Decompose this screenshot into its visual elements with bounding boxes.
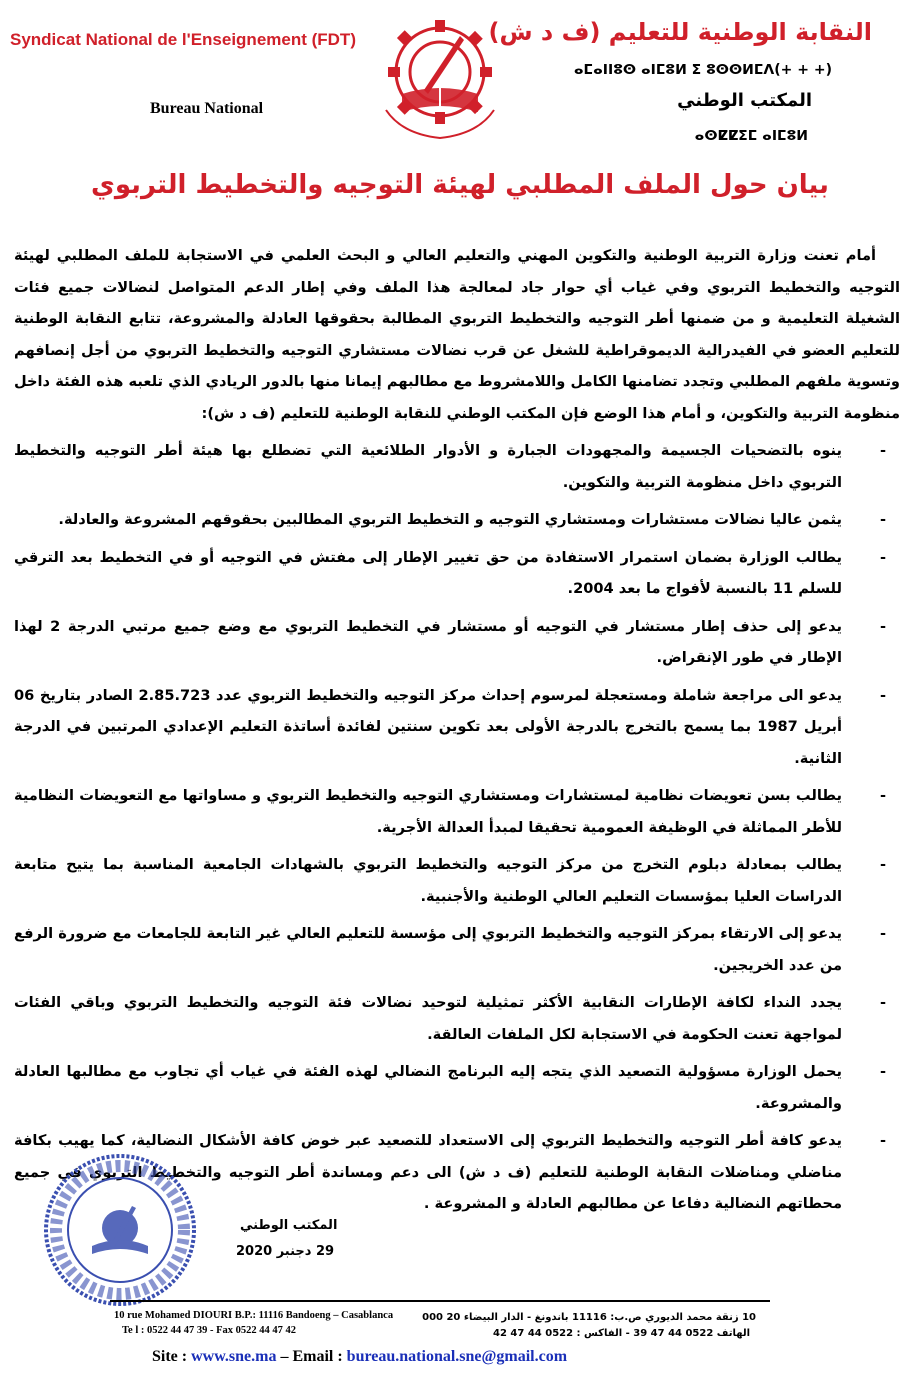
signature-date: 29 دجنبر 2020 [236, 1244, 335, 1259]
intro-paragraph: أمام تعنت وزارة التربية الوطنية والتكوين المهني والتعليم العالي و البحث العلمي في الاستجابة للملف المطلبي لهيئة التوجيه والتخطيط التربوي وفي غياب أي حوار جاد لمعالجة هذا الملف وفي إطار الدعم المتواصل لنضالات جميع فئات الشغيلة التعليمية و من ضمنها أطر التوجيه والتخطيط التربوي المطالبة بحقوقها العادلة والمشروعة، تتابع النقابة الوطنية للتعليم العضو في الفيدرالية الديموقراطية للشغل عن قرب نضالات مستشاري التوجيه والتخطيط التربوي من أجل إنصافهم وتسوية ملفهم المطلبي وتجدد تضامنها الكامل واللامشروط مع مطالبهم إيمانا منها بالدور الريادي الذي تلعبه هذه الفئة داخل منظومة التربية والتكوين، و أمام هذا الوضع فإن المكتب الوطني للنقابة الوطنية للتعليم (ف د ش): [14, 247, 900, 422]
email-label: – Email : [276, 1348, 347, 1365]
list-item: - يطالب الوزارة بضمان استمرار الاستفادة من حق تغيير الإطار إلى مفتش في التوجيه أو في التخطيط بعد الترقي للسلم 11 بالنسبة لأفواج ما بعد 2004. [14, 542, 900, 605]
list-item: - يثمن عاليا نضالات مستشارات ومستشاري التوجيه و التخطيط التربوي المطالبين بحقوقهم المشروعة والعادلة. [14, 504, 900, 536]
signature-office: المكتب الوطني [240, 1218, 338, 1233]
list-item: - يجدد النداء لكافة الإطارات النقابية الأكثر تمثيلية لتوحيد نضالات فئة التوجيه والتخطيط التربوي وباقي الفئات لمواجهة تعنت الحكومة في الاستجابة لكل الملفات العالقة. [14, 987, 900, 1050]
site-label: Site : [152, 1348, 192, 1365]
list-item: - يحمل الوزارة مسؤولية التصعيد الذي يتجه إليه البرنامج النضالي لهذه الفئة في غياب أي تجاوب مع مطالبها العادلة والمشروعة. [14, 1056, 900, 1119]
footer-ar-address: 10 زنقة محمد الديوري ص.ب: 11116 باندونغ - الدار البيضاء 20 000 [422, 1312, 756, 1323]
list-item: - يدعو كافة أطر التوجيه والتخطيط التربوي إلى الاستعداد للتصعيد عبر خوض كافة الأشكال النضالية، كما يهيب بكافة مناضلي ومناضلات النقابة الوطنية للتعليم (ف د ش) الى دعم ومساندة أطر التوجيه والتخطيط التربوي في جميع محطاتهم النضالية دفاعا عن مطالبهم العادلة و المشروعة . [14, 1125, 900, 1220]
site-link[interactable]: www.sne.ma [191, 1348, 277, 1365]
email-link[interactable]: bureau.national.sne@gmail.com [346, 1348, 568, 1365]
footer-fr-address: 10 rue Mohamed DIOURI B.P.: 11116 Bandoeng – Casablanca [114, 1310, 394, 1321]
footer-contact [152, 1348, 567, 1366]
header-tifinagh-title: ⴰⵎⴰⵏⵏⵓⵙ ⴰⵏⵎⵓⵍ ⵉ ⵓⵙⵙⵍⵎⴷ(+ + +) [573, 62, 832, 78]
union-logo [372, 14, 508, 144]
statement-body [14, 240, 900, 1226]
demands-list [14, 435, 900, 1220]
footer-ar-phone: الهاتف 0522 44 47 39 - الفاكس : 0522 44 47 42 [493, 1328, 750, 1339]
header-fr-title: Syndicat National de l'Enseignement (FDT) [10, 30, 356, 49]
list-item: - يدعو إلى حذف إطار مستشار في التوجيه أو مستشار في التخطيط التربوي مع وضع جميع مرتبي الدرجة 2 لهذا الإطار في طور الإنقراض. [14, 611, 900, 674]
header-fr-subtitle: Bureau National [150, 100, 264, 117]
header-ar-subtitle: المكتب الوطني [677, 90, 812, 111]
list-item: - يدعو الى مراجعة شاملة ومستعجلة لمرسوم إحداث مركز التوجيه والتخطيط التربوي عدد 2.85.723 الصادر بتاريخ 06 أبريل 1987 بما يسمح بالتخرج بالدرجة الأولى بعد تكوين سنتين لفائدة أساتذة التعليم الإعدادي المرتبين في الدرجة الثانية. [14, 680, 900, 775]
list-item: - ينوه بالتضحيات الجسيمة والمجهودات الجبارة و الأدوار الطلائعية التي تضطلع بها هيئة أطر التوجيه والتخطيط التربوي داخل منظومة التربية والتكوين. [14, 435, 900, 498]
list-item: - يطالب بمعادلة دبلوم التخرج من مركز التوجيه والتخطيط التربوي بالشهادات الجامعية المناسبة بما يتيح متابعة الدراسات العليا بمؤسسات التعليم العالي الوطنية والأجنبية. [14, 849, 900, 912]
official-stamp [40, 1150, 200, 1310]
header-ar-title: النقابة الوطنية للتعليم (ف د ش) [488, 18, 872, 46]
header-tifinagh-subtitle: ⴰⵙⵇⵇⵉⵎ ⴰⵏⵎⵓⵍ [694, 128, 808, 144]
list-item: - يطالب بسن تعويضات نظامية لمستشارات ومستشاري التوجيه والتخطيط التربوي و مساواتها مع التعويضات النظامية للأطر المماثلة في الوظيفة العمومية تحقيقا لمبدأ العدالة الأجرية. [14, 780, 900, 843]
list-item: - يدعو إلى الارتقاء بمركز التوجيه والتخطيط التربوي إلى مؤسسة للتعليم العالي غير التابعة للجامعات مع ضرورة الرفع من عدد الخريجين. [14, 918, 900, 981]
footer-fr-phone: Te l : 0522 44 47 39 - Fax 0522 44 47 42 [122, 1325, 297, 1336]
footer-divider [110, 1300, 770, 1302]
statement-title: بيان حول الملف المطلبي لهيئة التوجيه والتخطيط التربوي [91, 170, 829, 200]
